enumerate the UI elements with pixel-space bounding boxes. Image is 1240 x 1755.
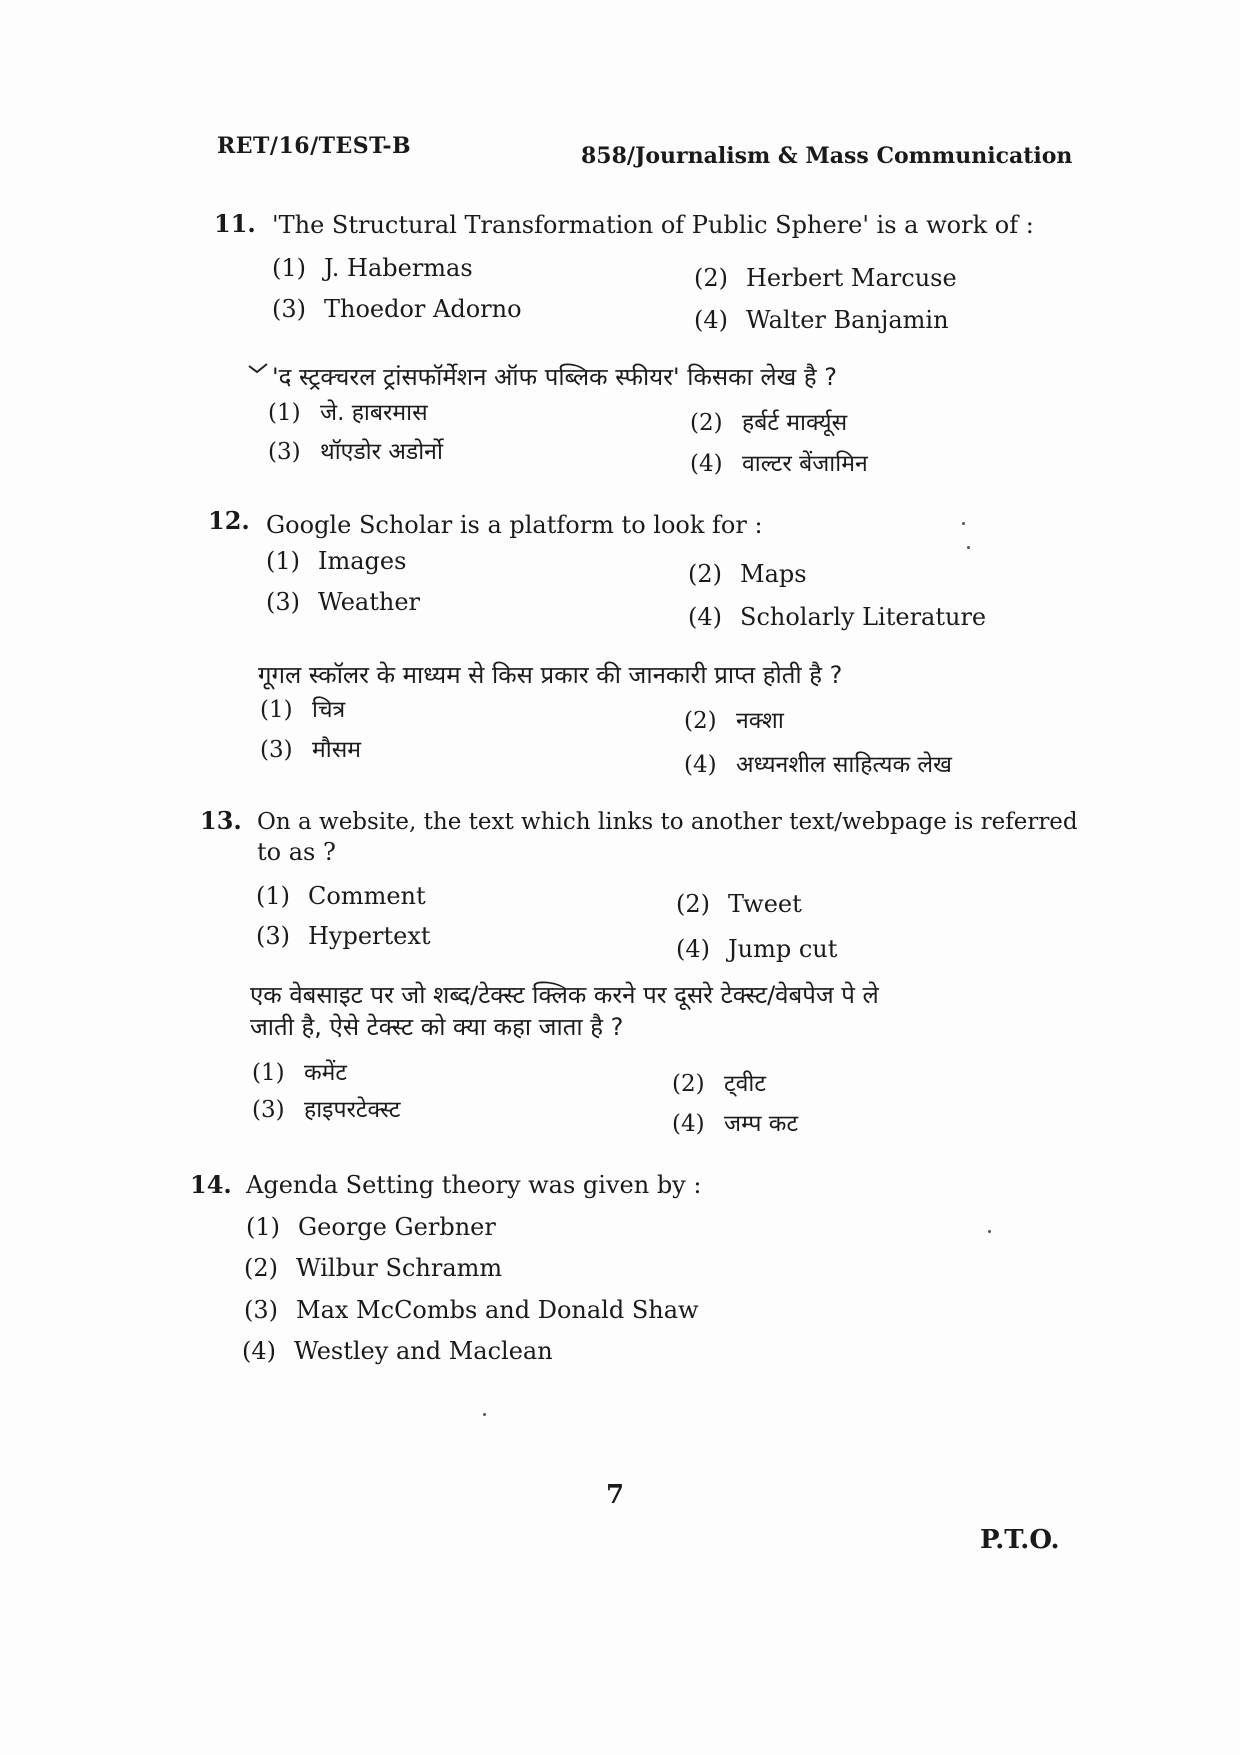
option-4: (4) Walter Banjamin <box>694 306 949 334</box>
hindi-option-2: (2) ट्वीट <box>672 1071 766 1097</box>
subject-title: 858/Journalism & Mass Communication <box>581 143 1073 169</box>
hindi-option-3: (3) थॉएडोर अडोर्नो <box>268 439 443 465</box>
question-text: Agenda Setting theory was given by : <box>246 1171 702 1199</box>
option-2: (2) Herbert Marcuse <box>694 264 957 292</box>
question-number: 11. <box>214 209 256 238</box>
question-text-line-1: On a website, the text which links to another text/webpage is referred <box>257 809 1078 835</box>
scan-speck <box>483 1413 486 1416</box>
option-4: (4) Jump cut <box>676 935 838 963</box>
option-4: (4) Westley and Maclean <box>242 1337 553 1365</box>
option-3: (3) Max McCombs and Donald Shaw <box>244 1296 699 1324</box>
hindi-option-3: (3) मौसम <box>260 737 362 763</box>
scan-speck <box>988 1230 991 1233</box>
hindi-option-1: (1) चित्र <box>260 697 346 723</box>
scan-speck <box>962 522 965 525</box>
hindi-question-text: गूगल स्कॉलर के माध्यम से किस प्रकार की जानकारी प्राप्त होती है ? <box>258 661 843 689</box>
question-number: 14. <box>190 1170 232 1199</box>
hindi-option-4: (4) अध्यनशील साहित्यक लेख <box>684 752 952 778</box>
question-number: 13. <box>200 806 242 835</box>
hindi-question-text: 'द स्ट्रक्चरल ट्रांसफॉर्मेशन ऑफ पब्लिक स्फीयर' किसका लेख है ? <box>272 363 838 391</box>
hindi-option-2: (2) हर्बर्ट मार्क्यूस <box>690 410 848 436</box>
pto-label: P.T.O. <box>980 1525 1060 1555</box>
scan-speck <box>967 546 970 549</box>
hindi-option-1: (1) जे. हाबरमास <box>268 400 428 426</box>
option-3: (3) Hypertext <box>256 922 431 950</box>
option-3: (3) Thoedor Adorno <box>272 295 522 323</box>
option-4: (4) Scholarly Literature <box>688 603 987 631</box>
option-2: (2) Tweet <box>676 890 802 918</box>
question-text: 'The Structural Transformation of Public Sphere' is a work of : <box>272 211 1034 239</box>
question-number: 12. <box>208 506 250 535</box>
hindi-option-3: (3) हाइपरटेक्स्ट <box>252 1097 401 1123</box>
hindi-question-text-line-1: एक वेबसाइट पर जो शब्द/टेक्स्ट क्लिक करने पर दूसरे टेक्स्ट/वेबपेज पे ले <box>250 981 879 1009</box>
hindi-option-4: (4) जम्प कट <box>672 1111 799 1137</box>
option-1: (1) J. Habermas <box>272 254 473 282</box>
hindi-option-2: (2) नक्शा <box>684 708 784 734</box>
option-1: (1) George Gerbner <box>246 1213 496 1241</box>
hindi-option-4: (4) वाल्टर बेंजामिन <box>690 451 868 477</box>
option-1: (1) Comment <box>256 882 426 910</box>
hindi-option-1: (1) कमेंट <box>252 1060 348 1086</box>
hindi-question-text-line-2: जाती है, ऐसे टेक्स्ट को क्या कहा जाता है ? <box>250 1013 624 1041</box>
question-text: Google Scholar is a platform to look for : <box>266 511 763 539</box>
page-number: 7 <box>606 1480 625 1510</box>
paper-code: RET/16/TEST-B <box>217 133 412 159</box>
option-3: (3) Weather <box>266 588 420 616</box>
option-1: (1) Images <box>266 547 407 575</box>
question-text-line-2: to as ? <box>257 838 336 866</box>
tick-mark-icon <box>248 362 268 374</box>
option-2: (2) Wilbur Schramm <box>244 1254 503 1282</box>
option-2: (2) Maps <box>688 560 807 588</box>
